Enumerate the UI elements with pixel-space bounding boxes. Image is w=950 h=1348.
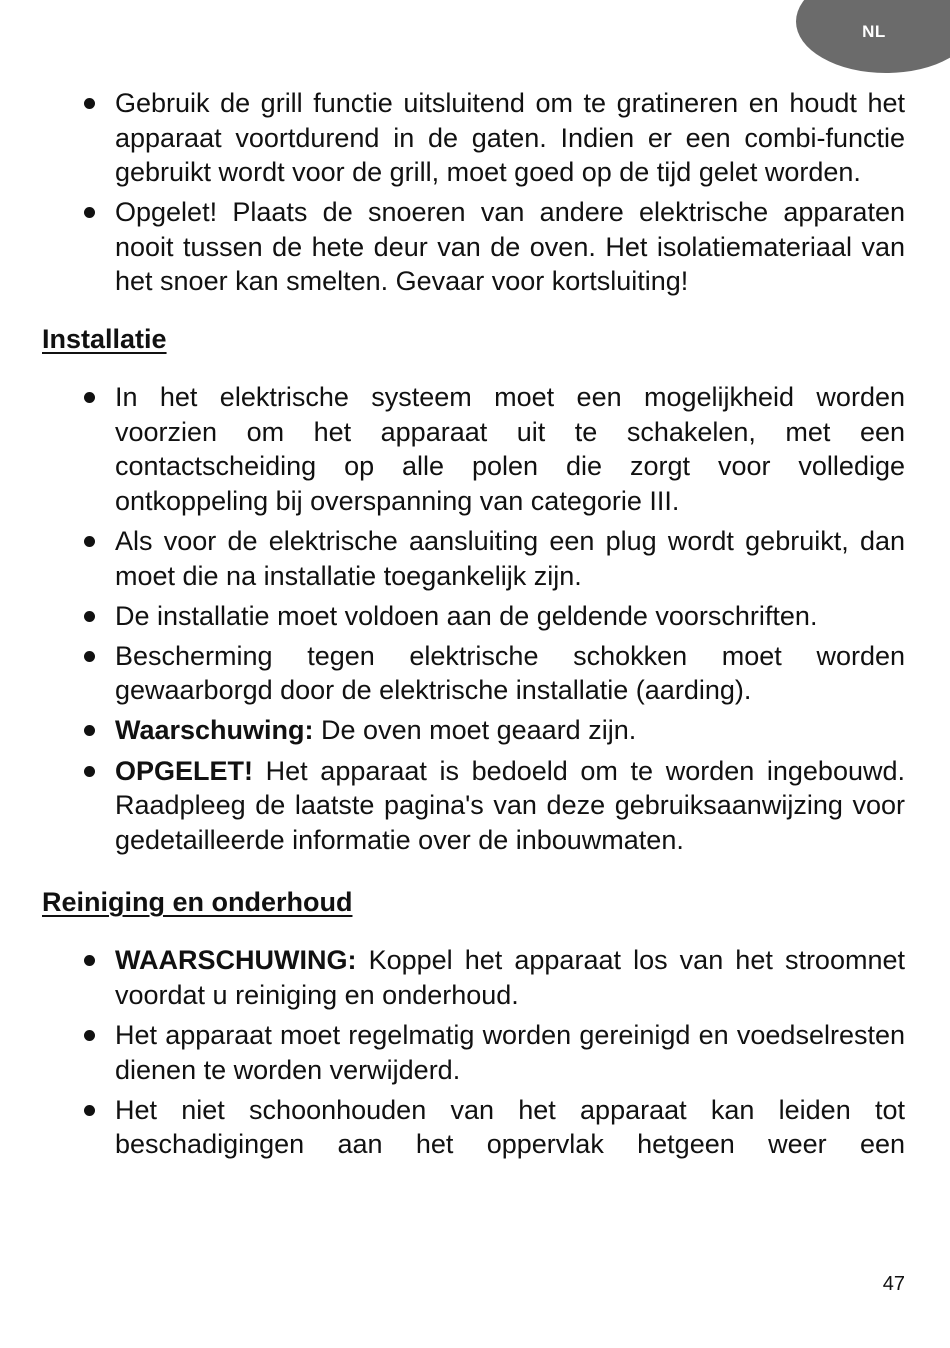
section-heading-installatie: Installatie: [42, 324, 167, 355]
language-tab-label: NL: [862, 22, 886, 41]
bullet-icon: [84, 98, 95, 109]
intro-bullet-list: [42, 86, 905, 299]
list-item-text: Gebruik de grill functie uitsluitend om te gratineren en houdt het apparaat voortdurend in de gaten. Indien er een combi-functie gebruikt wordt voor de grill, moet goed op de tijd gelet worden.: [115, 88, 905, 188]
bullet-icon: [84, 536, 95, 547]
list-item: [42, 943, 905, 1012]
list-item: [42, 1093, 905, 1162]
list-item-text: De installatie moet voldoen aan de geldende voorschriften.: [115, 600, 818, 631]
list-item: [42, 380, 905, 518]
list-item: [42, 86, 905, 190]
list-item: [42, 524, 905, 593]
document-body: [42, 86, 905, 1167]
bullet-icon: [84, 611, 95, 622]
list-item-text: Het niet schoonhouden van het apparaat kan leiden tot beschadigingen aan het oppervlak hetgeen weer een: [115, 1094, 905, 1160]
cleaning-bullet-list: [42, 943, 905, 1162]
installation-bullet-list: [42, 380, 905, 857]
list-item-text: De oven moet geaard zijn.: [313, 715, 637, 746]
list-item: [42, 599, 905, 634]
list-item-text: Koppel het apparaat los van het stroomnet voordat u reiniging en onderhoud.: [115, 945, 905, 1010]
bullet-icon: [84, 651, 95, 662]
list-item: [42, 195, 905, 299]
list-item-text: In het elektrische systeem moet een mogelijkheid worden voorzien om het apparaat uit te schakelen, met een contactscheiding op alle polen die zorgt voor volledige ontkoppeling bij overspanning van categorie III.: [115, 382, 905, 516]
bullet-icon: [84, 955, 95, 966]
list-item: [42, 1018, 905, 1087]
list-item-text: Als voor de elektrische aansluiting een plug wordt gebruikt, dan moet die na installatie toegankelijk zijn.: [115, 525, 905, 591]
bullet-icon: [84, 207, 95, 218]
page-number: 47: [882, 1273, 905, 1295]
list-item-text: Het apparaat is bedoeld om te worden ingebouwd. Raadpleeg de laatste pagina's van deze gebruiksaanwijzing voor gedetailleerde informatie over de inbouwmaten.: [115, 755, 905, 855]
warning-label: WAARSCHUWING:: [115, 945, 357, 976]
caution-label: OPGELET!: [115, 755, 254, 786]
list-item: [42, 639, 905, 708]
warning-label: Waarschuwing:: [115, 715, 314, 746]
bullet-icon: [84, 725, 95, 736]
list-item: [42, 713, 905, 748]
list-item: [42, 754, 905, 858]
bullet-icon: [84, 1105, 95, 1116]
bullet-icon: [84, 1030, 95, 1041]
list-item-text: Bescherming tegen elektrische schokken moet worden gewaarborgd door de elektrische installatie (aarding).: [115, 640, 905, 706]
list-item-text: Opgelet! Plaats de snoeren van andere elektrische apparaten nooit tussen de hete deur van de oven. Het isolatiemateriaal van het snoer kan smelten. Gevaar voor kortsluiting!: [115, 197, 905, 297]
bullet-icon: [84, 392, 95, 403]
bullet-icon: [84, 766, 95, 777]
list-item-text: Het apparaat moet regelmatig worden gereinigd en voedselresten dienen te worden verwijderd.: [115, 1019, 905, 1085]
section-heading-reiniging: Reiniging en onderhoud: [42, 887, 353, 918]
